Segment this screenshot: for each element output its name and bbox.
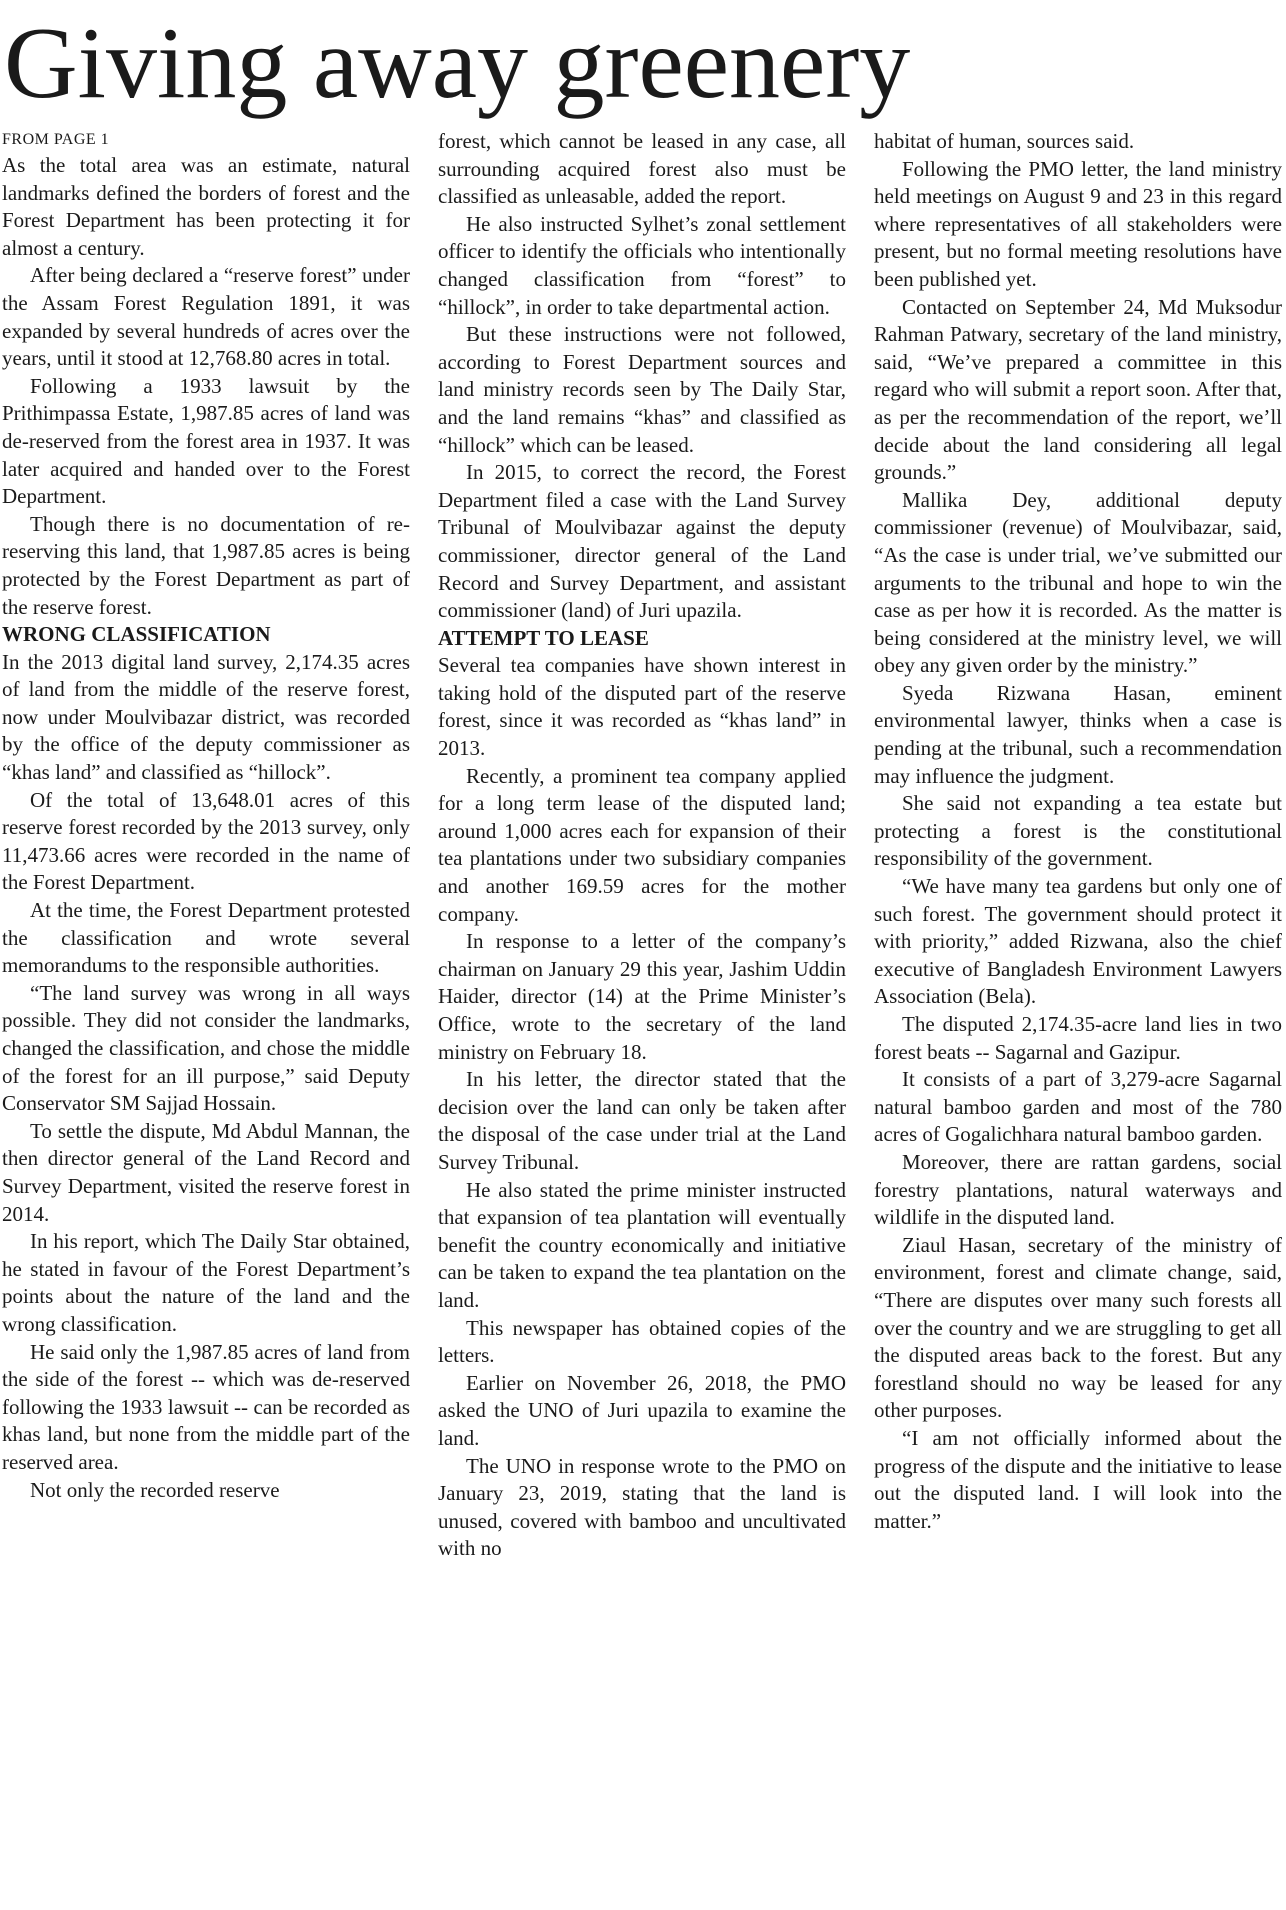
paragraph: In the 2013 digital land survey, 2,174.35 acres of land from the middle of the reserve forest, now under Moulvibazar district, was recorded by the office of the deputy commissioner as “khas land” and classified as “hillock”.: [2, 649, 410, 785]
kicker: FROM PAGE 1: [2, 131, 110, 148]
paragraph: In his letter, the director stated that the decision over the land can only be taken after the disposal of the case under trial at the Land Survey Tribunal.: [438, 1067, 846, 1174]
paragraph: In his report, which The Daily Star obtained, he stated in favour of the Forest Department’s points about the nature of the land and the wrong classification.: [2, 1229, 410, 1336]
subhead-wrong-classification: WRONG CLASSIFICATION: [2, 622, 271, 647]
paragraph: Earlier on November 26, 2018, the PMO asked the UNO of Juri upazila to examine the land.: [438, 1370, 846, 1450]
headline: Giving away greenery: [4, 7, 911, 120]
paragraph: Several tea companies have shown interest in taking hold of the disputed part of the reserve forest, since it was recorded as “khas land” in 2013.: [438, 653, 846, 761]
subhead-attempt-to-lease: ATTEMPT TO LEASE: [438, 625, 649, 650]
paragraph: Mallika Dey, additional deputy commissioner (revenue) of Moulvibazar, said, “As the case is under trial, we’ve submitted our arguments to the tribunal and hope to win the case as per how it is recorded. As the matter is being considered at the ministry level, we will obey any given order by the ministry.”: [874, 487, 1282, 678]
paragraph: Recently, a prominent tea company applied for a long term lease of the disputed land; around 1,000 acres each for expansion of their tea plantations under two subsidiary companies and another 169.59 acres for the mother company.: [438, 763, 846, 926]
column-2: [438, 128, 846, 1910]
column-1: [2, 128, 410, 1910]
paragraph: Of the total of 13,648.01 acres of this reserve forest recorded by the 2013 survey, only 11,473.66 acres were recorded in the name of the Forest Department.: [2, 787, 410, 895]
paragraph: In response to a letter of the company’s chairman on January 29 this year, Jashim Uddin Haider, director (14) at the Prime Minister’s Office, wrote to the secretary of the land ministry on February 18.: [438, 929, 846, 1064]
paragraph: “We have many tea gardens but only one of such forest. The government should protect it with priority,” added Rizwana, also the chief executive of Bangladesh Environment Lawyers Association (Bela).: [874, 874, 1282, 1009]
paragraph: Following the PMO letter, the land ministry held meetings on August 9 and 23 in this regard where representatives of all stakeholders were present, but no formal meeting resolutions have been published yet.: [874, 156, 1282, 291]
paragraph: Moreover, there are rattan gardens, social forestry plantations, natural waterways and wildlife in the disputed land.: [874, 1149, 1282, 1230]
paragraph: “The land survey was wrong in all ways possible. They did not consider the landmarks, changed the classification, and chose the middle of the forest for an ill purpose,” said Deputy Conservator SM Sajjad Hossain.: [2, 980, 410, 1116]
paragraph: As the total area was an estimate, natural landmarks defined the borders of forest and the Forest Department has been protecting it for almost a century.: [2, 153, 410, 260]
paragraph: Though there is no documentation of re-reserving this land, that 1,987.85 acres is being protected by the Forest Department as part of the reserve forest.: [2, 511, 410, 619]
paragraph: After being declared a “reserve forest” under the Assam Forest Regulation 1891, it was expanded by several hundreds of acres over the years, until it stood at 12,768.80 acres in total.: [2, 263, 410, 371]
paragraph: This newspaper has obtained copies of the letters.: [438, 1315, 846, 1368]
paragraph: He said only the 1,987.85 acres of land from the side of the forest -- which was de-reserved following the 1933 lawsuit -- can be recorded as khas land, but none from the middle part of the reserved area.: [2, 1339, 410, 1474]
paragraph: It consists of a part of 3,279-acre Sagarnal natural bamboo garden and most of the 780 acres of Gogalichhara natural bamboo garden.: [874, 1067, 1282, 1147]
paragraph: Following a 1933 lawsuit by the Prithimpassa Estate, 1,987.85 acres of land was de-reserved from the forest area in 1937. It was later acquired and handed over to the Forest Department.: [2, 373, 410, 509]
paragraph: She said not expanding a tea estate but protecting a forest is the constitutional responsibility of the government.: [874, 791, 1282, 871]
paragraph: The disputed 2,174.35-acre land lies in two forest beats -- Sagarnal and Gazipur.: [874, 1012, 1282, 1064]
paragraph: At the time, the Forest Department protested the classification and wrote several memorandums to the responsible authorities.: [2, 898, 410, 978]
paragraph: “I am not officially informed about the progress of the dispute and the initiative to lease out the disputed land. I will look into the matter.”: [874, 1425, 1282, 1533]
paragraph: He also stated the prime minister instructed that expansion of tea plantation will eventually benefit the country economically and initiative can be taken to expand the tea plantation on the land.: [438, 1177, 846, 1312]
paragraph: Ziaul Hasan, secretary of the ministry of environment, forest and climate change, said, “There are disputes over many such forests all over the country and we are struggling to get all the disputed areas back to the forest. But any forestland should no way be leased for any other purposes.: [874, 1232, 1282, 1423]
paragraph: forest, which cannot be leased in any case, all surrounding acquired forest also must be classified as unleasable, added the report.: [438, 129, 846, 209]
paragraph: Contacted on September 24, Md Muksodur Rahman Patwary, secretary of the land ministry, said, “We’ve prepared a committee in this regard who will submit a report soon. After that, as per the recommendation of the report, we’ll decide about the land considering all legal grounds.”: [874, 294, 1282, 485]
column-3: [874, 128, 1282, 1910]
paragraph: Syeda Rizwana Hasan, eminent environmental lawyer, thinks when a case is pending at the tribunal, such a recommendation may influence the judgment.: [874, 680, 1282, 788]
paragraph: Not only the recorded reserve: [30, 1477, 280, 1502]
paragraph: In 2015, to correct the record, the Forest Department filed a case with the Land Survey Tribunal of Moulvibazar against the deputy commissioner, director general of the Land Record and Survey Department, and assistant commissioner (land) of Juri upazila.: [438, 460, 846, 623]
paragraph: But these instructions were not followed, according to Forest Department sources and land ministry records seen by The Daily Star, and the land remains “khas” and classified as “hillock” which can be leased.: [438, 322, 846, 457]
paragraph: habitat of human, sources said.: [874, 129, 1135, 153]
paragraph: The UNO in response wrote to the PMO on January 23, 2019, stating that the land is unused, covered with bamboo and uncultivated with no: [438, 1453, 846, 1561]
paragraph: He also instructed Sylhet’s zonal settlement officer to identify the officials who intentionally changed classification from “forest” to “hillock”, in order to take departmental action.: [438, 211, 846, 319]
paragraph: To settle the dispute, Md Abdul Mannan, the then director general of the Land Record and Survey Department, visited the reserve forest in 2014.: [2, 1118, 410, 1226]
